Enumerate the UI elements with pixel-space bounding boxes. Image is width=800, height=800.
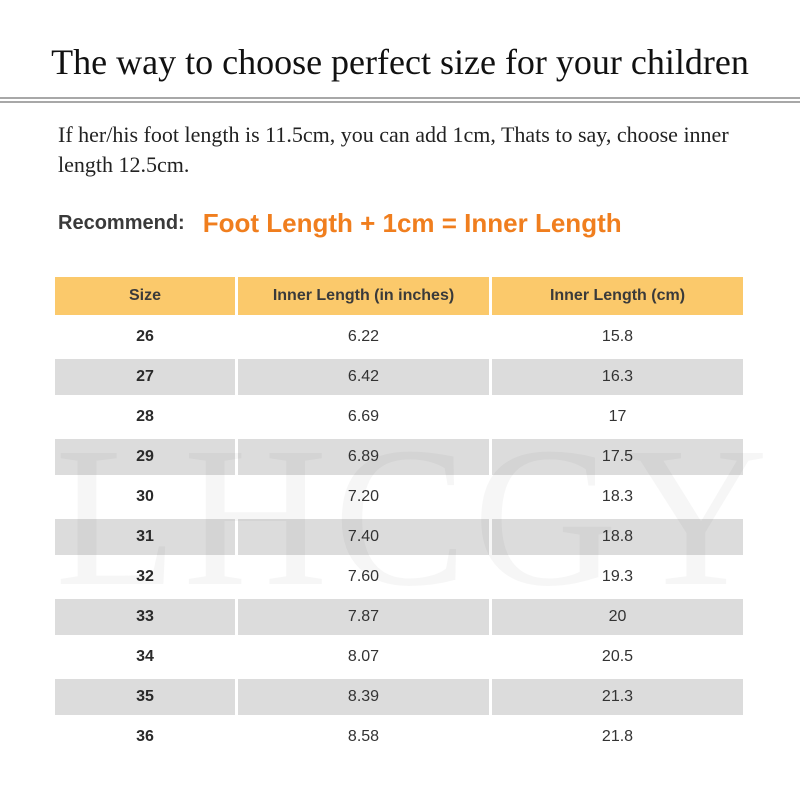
size-cell: 33 [55, 599, 235, 635]
recommend-label: Recommend: [58, 211, 185, 234]
inches-cell: 6.89 [238, 439, 489, 475]
table-row [55, 717, 743, 757]
table-row [55, 677, 743, 717]
table-row [55, 597, 743, 637]
recommend-line [58, 203, 622, 243]
size-cell: 31 [55, 519, 235, 555]
inches-cell: 6.42 [238, 359, 489, 395]
table-row [55, 317, 743, 357]
title-divider-bottom [0, 101, 800, 103]
size-cell: 26 [136, 328, 154, 345]
inches-cell: 8.07 [347, 648, 380, 665]
cm-cell: 16.3 [492, 359, 743, 395]
table-row [55, 397, 743, 437]
table-row [55, 637, 743, 677]
inches-cell: 7.87 [238, 599, 489, 635]
table-row [55, 437, 743, 477]
inches-cell: 7.20 [347, 488, 380, 505]
cm-cell: 15.8 [601, 328, 634, 345]
size-cell: 35 [55, 679, 235, 715]
inches-cell: 6.69 [347, 408, 380, 425]
table-row [55, 477, 743, 517]
cm-cell: 17.5 [492, 439, 743, 475]
table-header-row [55, 277, 743, 317]
table-row [55, 517, 743, 557]
cm-cell: 18.8 [492, 519, 743, 555]
page-title: The way to choose perfect size for your children [51, 42, 749, 82]
cm-cell: 20 [492, 599, 743, 635]
inches-cell: 8.39 [238, 679, 489, 715]
size-cell: 32 [136, 568, 154, 585]
size-table [55, 277, 743, 757]
cm-cell: 17 [608, 408, 627, 425]
cm-cell: 21.3 [492, 679, 743, 715]
size-cell: 28 [136, 408, 154, 425]
title-divider-top [0, 97, 800, 99]
table-row [55, 557, 743, 597]
table-row [55, 357, 743, 397]
size-cell: 34 [136, 648, 154, 665]
size-cell: 27 [55, 359, 235, 395]
header-inner-length-inches: Inner Length (in inches) [238, 277, 489, 315]
cm-cell: 20.5 [601, 648, 634, 665]
inches-cell: 7.40 [238, 519, 489, 555]
inches-cell: 8.58 [347, 728, 380, 745]
header-size: Size [55, 277, 235, 315]
header-inner-length-cm: Inner Length (cm) [492, 277, 743, 315]
size-cell: 29 [55, 439, 235, 475]
cm-cell: 18.3 [601, 488, 634, 505]
cm-cell: 19.3 [601, 568, 634, 585]
size-cell: 30 [136, 488, 154, 505]
table-body [55, 317, 743, 757]
cm-cell: 21.8 [601, 728, 634, 745]
inches-cell: 6.22 [347, 328, 380, 345]
size-cell: 36 [136, 728, 154, 745]
inches-cell: 7.60 [347, 568, 380, 585]
recommend-formula: Foot Length + 1cm = Inner Length [202, 207, 622, 238]
intro-text: If her/his foot length is 11.5cm, you can add 1cm, Thats to say, choose inner length 12.5cm. [58, 122, 729, 177]
